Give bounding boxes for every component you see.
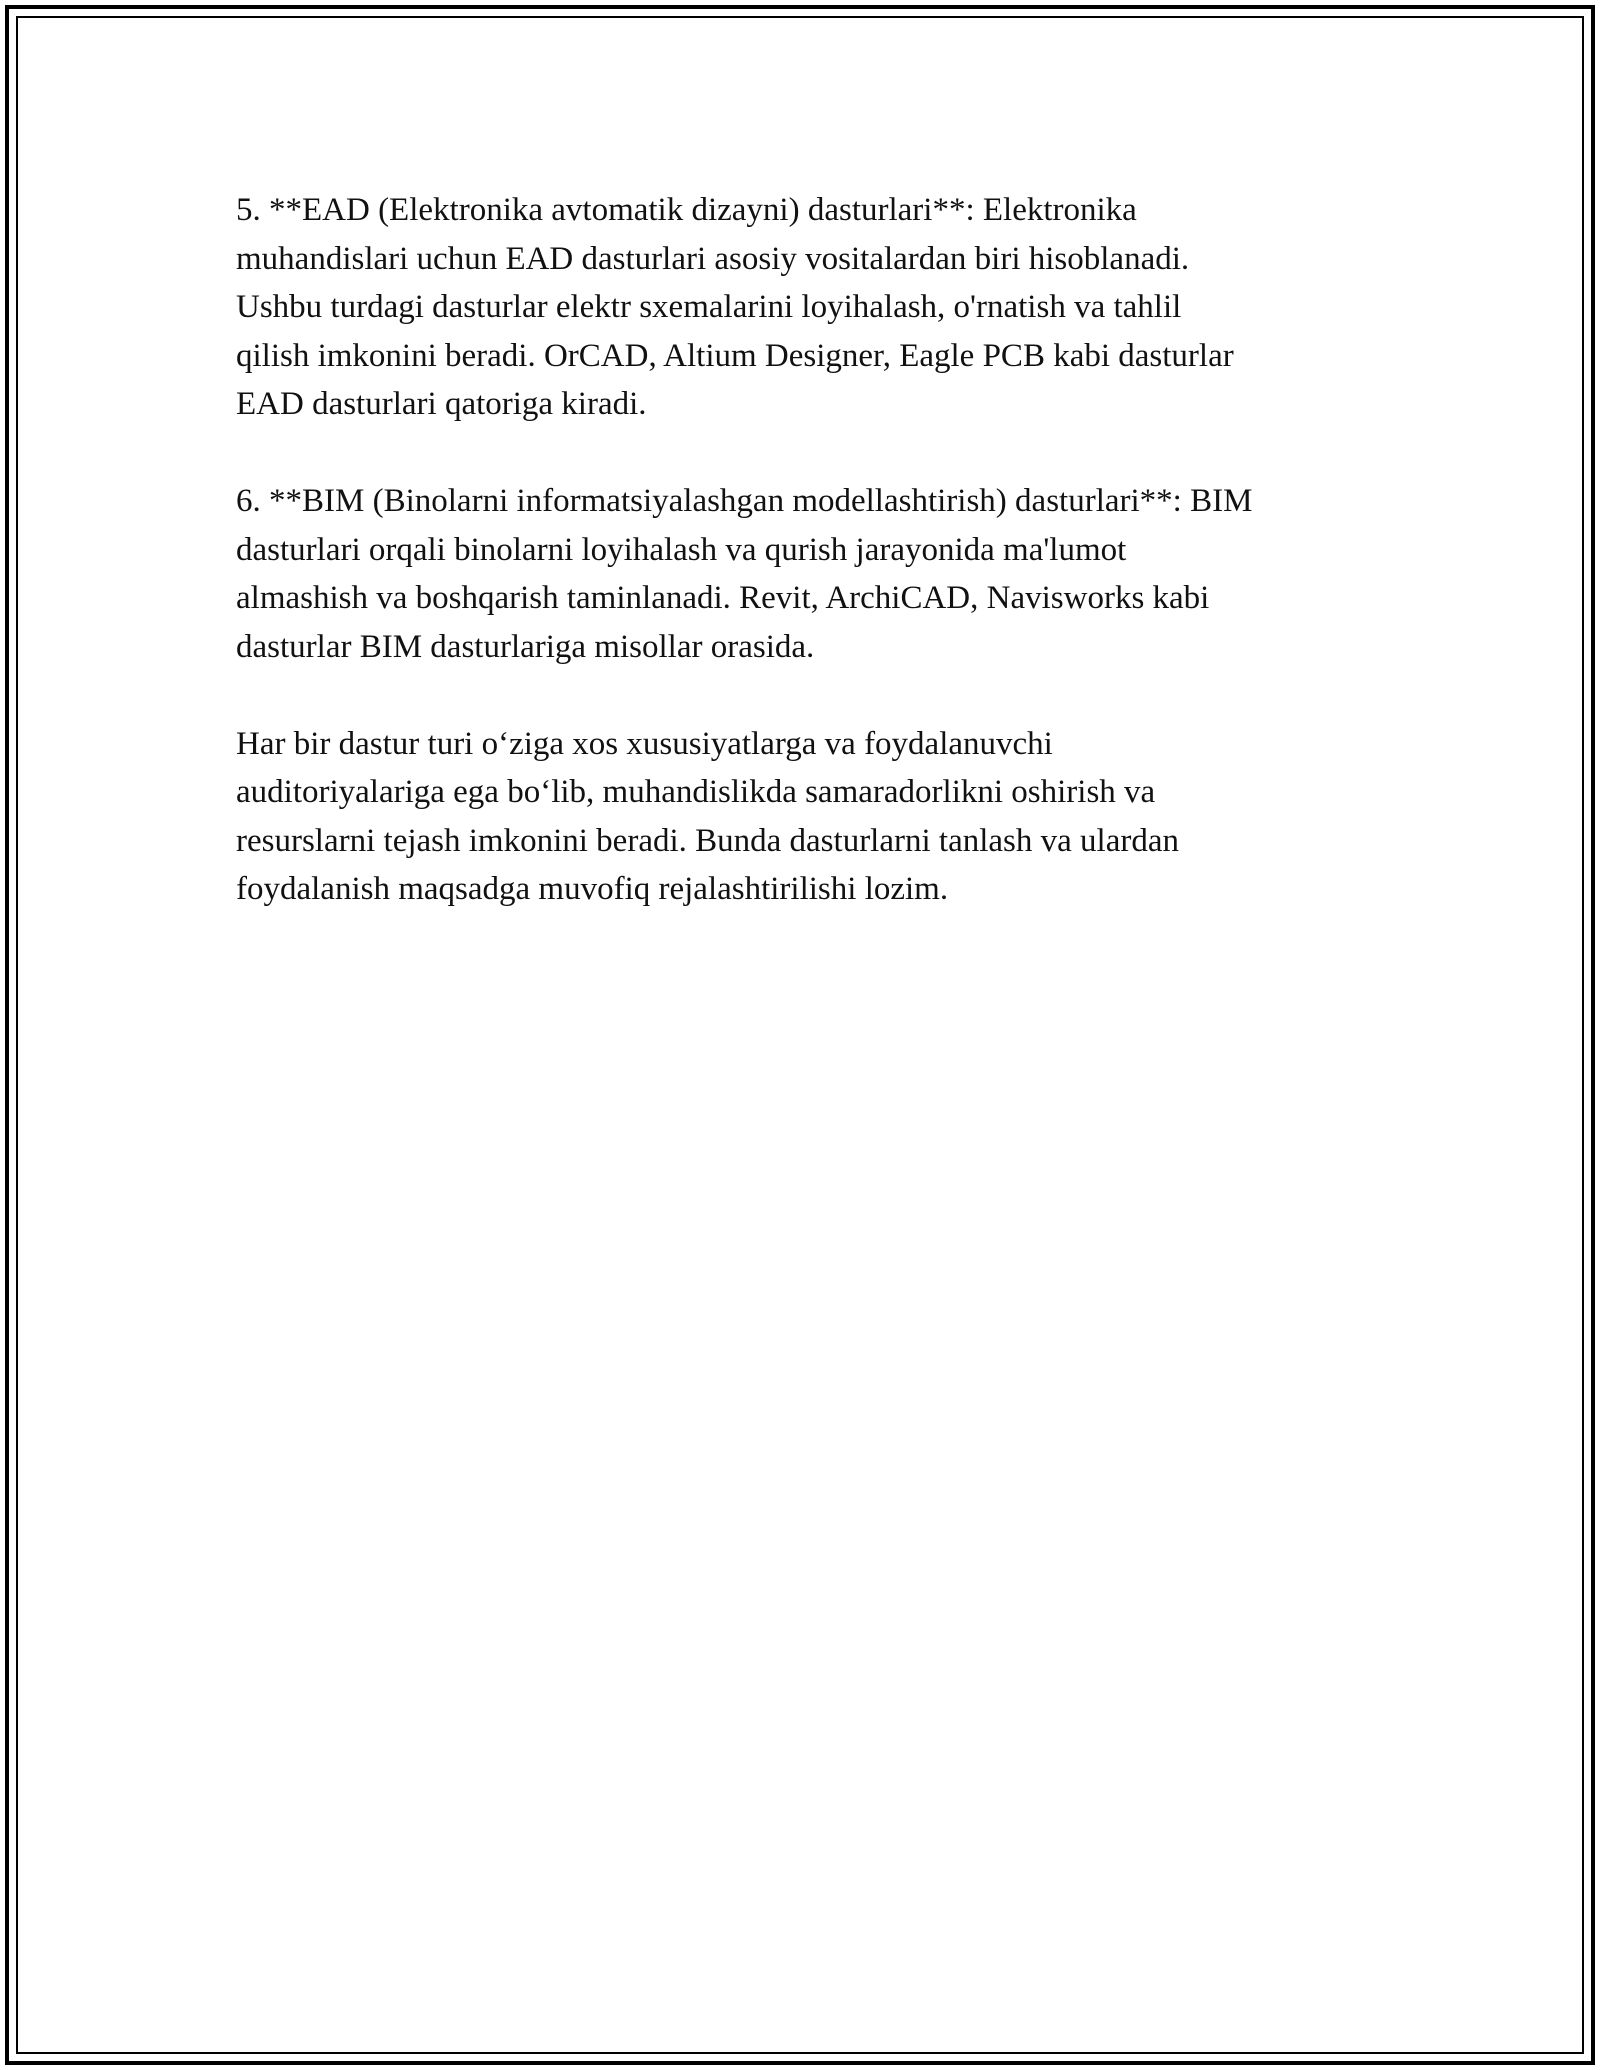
document-body: [236, 186, 1386, 962]
paragraph-ead: 5. **EAD (Elektronika avtomatik dizayni) dasturlari**: Elektronika muhandislari uchun EAD dasturlari asosiy vositalardan biri hisoblanadi. Ushbu turdagi dasturlar elektr sxemalarini loyihalash, o'rnatish va tahlil qilish imkonini beradi. OrCAD, Altium Designer, Eagle PCB kabi dasturlar EAD dasturlari qatoriga kiradi.: [236, 192, 1234, 422]
paragraph-conclusion: Har bir dastur turi o‘ziga xos xususiyatlarga va foydalanuvchi auditoriyalariga ega bo‘lib, muhandislikda samaradorlikni oshirish va resurslarni tejash imkonini beradi. Bunda dasturlarni tanlash va ulardan foydalanish maqsadga muvofiq rejalashtirilishi lozim.: [236, 725, 1179, 907]
paragraph-bim: 6. **BIM (Binolarni informatsiyalashgan modellashtirish) dasturlari**: BIM dasturlari orqali binolarni loyihalash va qurish jarayonida ma'lumot almashish va boshqarish taminlanadi. Revit, ArchiCAD, Navisworks kabi dasturlar BIM dasturlariga misollar orasida.: [236, 483, 1253, 665]
